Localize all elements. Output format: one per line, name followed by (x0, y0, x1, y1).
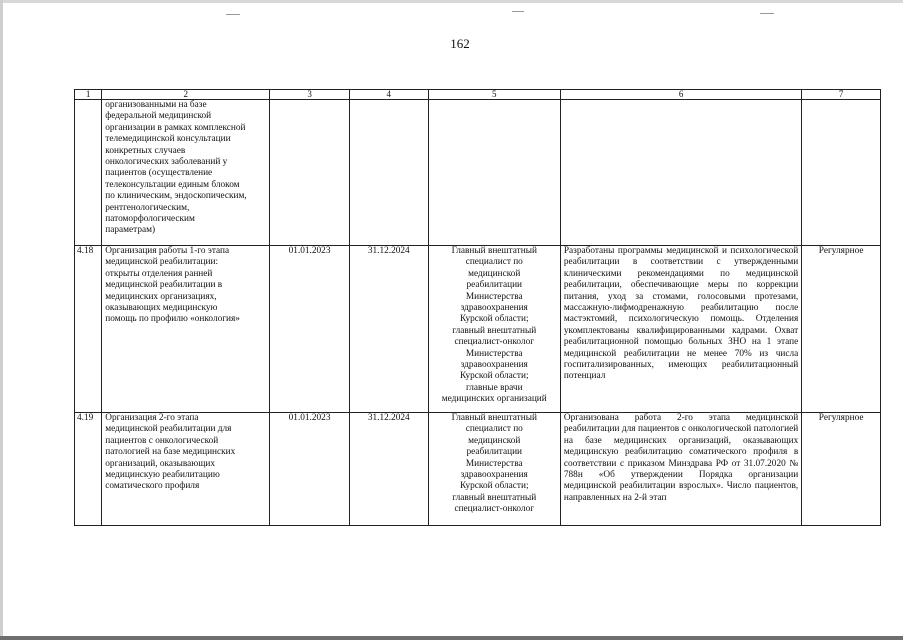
type-cell: Регулярное (802, 246, 881, 413)
event-cell: Организация 2-го этапа медицинской реабилитации для пациентов с онкологической патологией на базе медицинских организаций, оказывающих медицинскую реабилитацию соматического профиля (102, 413, 270, 526)
header-cell: 1 (75, 90, 102, 100)
result-cell: Организована работа 2-го этапа медицинской реабилитации для пациентов с онкологической патологией на базе медицинских организаций, оказывающих медицинскую реабилитацию соматического профиля в соответствии с приказом Минздрава РФ от 31.07.2020 № 788н «Об утверждении Порядка организации медицинской реабилитации взрослых». Число пациентов, направленных на 2-й этап (560, 413, 801, 526)
responsible-cell: Главный внештатный специалист по медицинской реабилитации Министерства здравоохранения Курской области; главный внештатный специалист-онколог (428, 413, 560, 526)
event-cell: организованными на базе федеральной медицинской организации в рамках комплексной телемедицинской консультации конкретных случаев онкологических заболеваний у пациентов (осуществление телеконсультации единым блоком по клиническим, эндоскопическим, рентгенологическим, патоморфологическим параметрам) (102, 100, 270, 246)
table-row (75, 100, 881, 246)
scan-mark (760, 13, 774, 14)
table-row (75, 413, 881, 526)
row-number (75, 100, 102, 246)
type-cell: Регулярное (802, 413, 881, 526)
event-cell: Организация работы 1-го этапа медицинской реабилитации: открыты отделения ранней медицинской реабилитации в медицинских организациях, оказывающих медицинскую помощь по профилю «онкология» (102, 246, 270, 413)
page-number: 162 (450, 36, 470, 51)
scan-edge-top (0, 0, 903, 3)
scan-edge-left (0, 0, 3, 640)
start-date-cell (270, 100, 350, 246)
end-date-cell: 31.12.2024 (349, 246, 428, 413)
plan-table (74, 89, 881, 526)
result-cell: Разработаны программы медицинской и психологической реабилитации в соответствии с утвержденными клиническими рекомендациями по медицинской реабилитации, обеспечивающие меры по коррекции питания, уход за стомами, голосовыми протезами, массажную-лифмодренажную реабилитацию после мастэктомий, психологическую помощь. Отделения укомплектованы квалифицированными кадрами. Охват реабилитационной помощью больных ЗНО на 1 этапе медицинской реабилитации не менее 70% из числа госпитализированных, имеющих реабилитационный потенциал (560, 246, 801, 413)
table-row (75, 246, 881, 413)
responsible-cell (428, 100, 560, 246)
scan-edge-bottom (0, 636, 903, 640)
result-cell (560, 100, 801, 246)
header-cell: 3 (270, 90, 350, 100)
header-cell: 7 (802, 90, 881, 100)
header-cell: 6 (560, 90, 801, 100)
scan-mark (512, 11, 524, 12)
row-number: 4.18 (75, 246, 102, 413)
scan-mark (226, 14, 240, 15)
table-header-row (75, 90, 881, 100)
start-date-cell: 01.01.2023 (270, 413, 350, 526)
header-cell: 2 (102, 90, 270, 100)
end-date-cell (349, 100, 428, 246)
responsible-cell: Главный внештатный специалист по медицинской реабилитации Министерства здравоохранения Курской области; главный внештатный специалист-онколог Министерства здравоохранения Курской области; главные врачи медицинских организаций (428, 246, 560, 413)
type-cell (802, 100, 881, 246)
start-date-cell: 01.01.2023 (270, 246, 350, 413)
end-date-cell: 31.12.2024 (349, 413, 428, 526)
row-number: 4.19 (75, 413, 102, 526)
header-cell: 5 (428, 90, 560, 100)
header-cell: 4 (349, 90, 428, 100)
